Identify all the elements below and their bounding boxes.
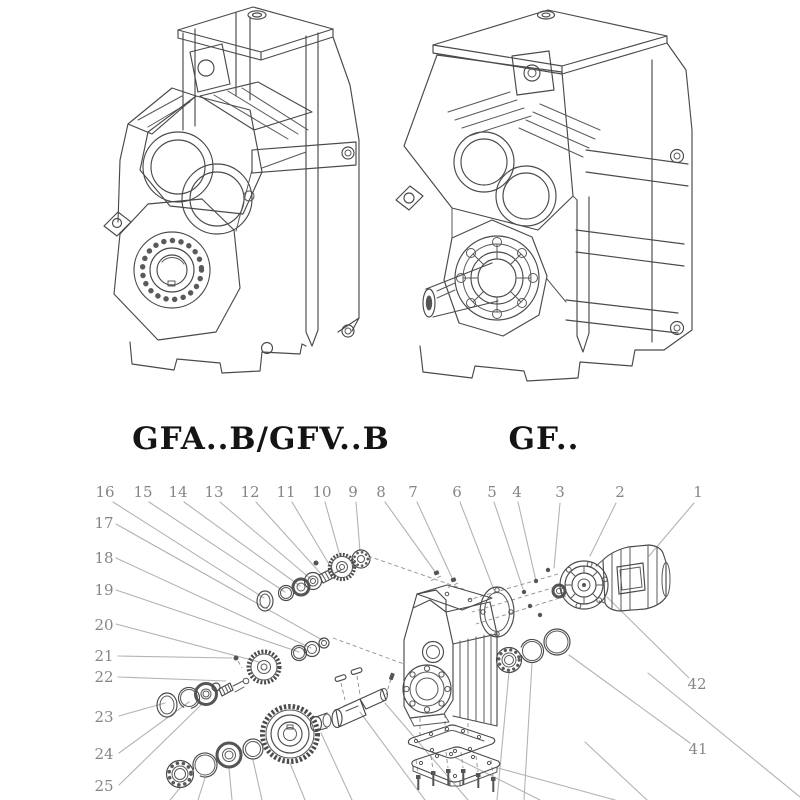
callout-number-8: 8 <box>376 483 386 501</box>
output-bearing-balls <box>143 241 202 300</box>
callout-number-3: 3 <box>555 483 565 501</box>
part-end-bolt <box>389 672 395 680</box>
callout-number-25: 25 <box>94 777 114 795</box>
part-key-pin <box>234 656 239 661</box>
part-oil-seal <box>217 743 241 767</box>
callout-number-9: 9 <box>348 483 358 501</box>
callout-numbers <box>94 483 707 795</box>
part-washer <box>319 638 329 648</box>
housing-bolt <box>450 577 456 582</box>
gear-housing <box>403 570 497 726</box>
callout-number-21: 21 <box>94 647 114 665</box>
part-pinion-shaft <box>219 683 233 696</box>
model-label-gf: GF.. <box>508 421 580 457</box>
sump-cover-assembly <box>408 725 499 792</box>
intermediate-shaft-assembly <box>157 638 329 717</box>
part-gear-2nd-stage <box>249 652 280 683</box>
exploded-parts-diagram <box>94 483 800 800</box>
model-label-gfab: GFA..B/GFV..B <box>132 421 390 457</box>
callout-number-22: 22 <box>94 668 114 686</box>
callout-number-16: 16 <box>95 483 115 501</box>
callout-number-10: 10 <box>312 483 332 501</box>
callout-number-14: 14 <box>168 483 188 501</box>
part-key <box>351 667 363 675</box>
part-motor-pinion <box>553 585 565 597</box>
oil-plug-boss <box>538 11 555 19</box>
gearbox-iso-drawing-gfab <box>104 7 359 373</box>
input-shaft-assembly <box>257 550 370 611</box>
motor-assembly <box>522 545 670 617</box>
callout-number-1: 1 <box>693 483 703 501</box>
oil-plug-boss <box>248 11 266 19</box>
callout-number-15: 15 <box>133 483 153 501</box>
motor-bolt <box>534 579 538 583</box>
callout-number-23: 23 <box>94 708 114 726</box>
motor-bolt <box>538 613 542 617</box>
callout-number-7: 7 <box>408 483 418 501</box>
input-bore <box>454 132 514 192</box>
callout-number-18: 18 <box>94 549 114 567</box>
motor-bolt <box>528 604 532 608</box>
callout-number-24: 24 <box>94 745 114 763</box>
callout-number-2: 2 <box>615 483 625 501</box>
callout-number-41: 41 <box>688 740 708 758</box>
gearbox-iso-drawing-gf <box>396 10 692 381</box>
callout-number-12: 12 <box>240 483 260 501</box>
part-o-ring <box>544 629 570 655</box>
output-bearing-outer <box>134 232 210 308</box>
part-key-pin <box>314 561 319 566</box>
callout-number-19: 19 <box>94 581 114 599</box>
callout-number-17: 17 <box>94 514 114 532</box>
lifting-hole <box>198 60 214 76</box>
part-key <box>335 674 347 682</box>
motor-bolt <box>522 590 526 594</box>
intermediate-bore <box>496 166 556 226</box>
assembly-dashed-lines <box>333 556 566 776</box>
output-shaft <box>426 263 498 317</box>
motor-bolt <box>546 568 550 572</box>
callout-number-20: 20 <box>94 616 114 634</box>
motor-adapter-parts <box>480 587 570 673</box>
callout-number-42: 42 <box>687 675 707 693</box>
callout-number-6: 6 <box>452 483 462 501</box>
callout-number-4: 4 <box>512 483 522 501</box>
callout-number-5: 5 <box>487 483 497 501</box>
part-bearing <box>305 642 320 657</box>
housing-upper-bore <box>423 642 444 663</box>
callout-number-11: 11 <box>276 483 296 501</box>
part-gear-1st-stage <box>330 555 355 580</box>
callout-number-13: 13 <box>204 483 224 501</box>
